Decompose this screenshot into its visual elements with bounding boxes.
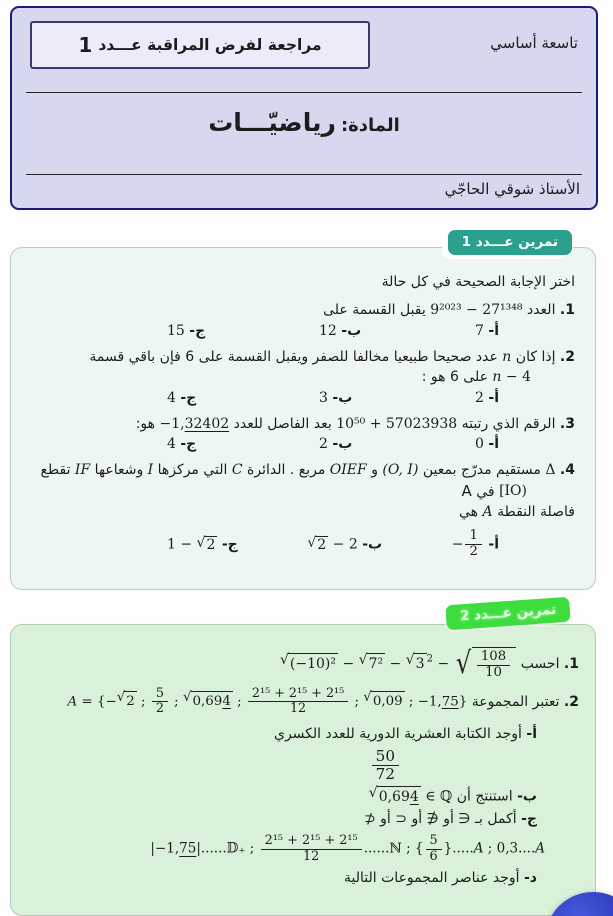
ex1-q4-line3: فاصلة النقطة A هي (459, 504, 575, 521)
sqrt-icon: √ (307, 534, 317, 551)
ex2-fill-line: |−1,75|......𝔻₊ ; $\frac{\text{2¹⁵ + 2¹⁵ + 2¹⁵}}{12}$ ......ℕ ; { $\frac{5}{6}$ }.....A ; 0,3....A (150, 833, 545, 864)
ex1-q1-options (167, 323, 499, 339)
ex1-q3-decimal: −1,32402 (159, 415, 230, 432)
ex1-q3: 3. الرقم الذي رتبته 10⁵⁰ + 57023938 بعد الفاصل للعدد −1,32402 هو: (23, 414, 575, 434)
ex2-item-a: أ- أوجد الكتابة العشرية الدورية للعدد الكسري (274, 726, 537, 743)
ex1-q4-line2: [IO) في A (23, 481, 527, 503)
ray-IO: [IO) (499, 483, 527, 500)
sqrt-icon: √ (116, 690, 126, 706)
sqrt-icon: √ (196, 534, 206, 551)
ex1-q2-options (167, 390, 499, 406)
ex1-q2-expression: n − 4 (492, 369, 531, 386)
title-box (30, 21, 370, 69)
ex2-item-b: ب- استنتج أن √ 0,694 ∈ ℚ (21, 786, 537, 807)
ex1-q1-expression: 9²⁰²³ − 27¹³⁴⁸ (430, 302, 523, 319)
subject-label: المادة: (340, 115, 400, 136)
exercise2-box (10, 624, 596, 916)
grade-level: تاسعة أساسي (490, 34, 578, 52)
ex1-q3-option-a: أ- 0 (475, 436, 499, 453)
exercise1-box (10, 247, 596, 590)
ex1-q2-line1: 2. إذا كان n عدد صحيحا طبيعيا مخالفا للصفر ويقبل القسمة على 6 فإن باقي قسمة (23, 347, 575, 367)
teacher-name: الأستاذ شوقي الحاجّي (444, 180, 580, 198)
subject-line (12, 108, 596, 137)
header-card (10, 6, 598, 210)
sqrt-icon: √ (358, 652, 368, 669)
ex2-q2: 2. تعتبر المجموعة A = {− √ 2 ; $\frac{5}{2}$ ; √ 0,694 ; $\frac{\text{2¹⁵ + 2¹⁵ + 2¹⁵}}{12}$ ; √ 0,09 ; −1,75} (67, 685, 579, 717)
exercise1-badge: تمرين عـــدد 1 (448, 230, 572, 255)
exercise2-badge: تمرين عـــدد 2 (445, 597, 571, 631)
ex1-q3-expression: 10⁵⁰ + 57023938 (336, 415, 458, 432)
ex1-q2-option-c: ج- 4 (167, 389, 197, 406)
ex1-q4-option-b: ب- √ 2 − 2 (307, 534, 383, 553)
ex1-q1-option-c: ج- 15 (167, 322, 206, 339)
sqrt-icon: √ (455, 646, 471, 682)
sqrt-icon: √ (182, 690, 192, 706)
ex2-item-c: ج- أكمل بـ ∈ أو ∉ أو ⊂ أو ⊄ (363, 810, 537, 827)
sqrt-icon: √ (280, 652, 289, 669)
title-number: 1 (78, 33, 93, 57)
subject-value: رياضيّـــات (208, 108, 336, 137)
set-A-definition: A = {− √ 2 ; $\frac{5}{2}$ ; √ 0,694 ; $\frac{\text{2¹⁵ + 2¹⁵ + 2¹⁵}}{12}$ ; √ 0,09 ; −1,75} (67, 685, 468, 717)
ex1-q3-options (167, 436, 499, 452)
ex1-q1 (23, 300, 575, 320)
ex1-q2-option-b: ب- 3 (319, 389, 353, 406)
ex1-q1-number: 1. (559, 302, 575, 319)
ex1-q1-option-b: ب- 12 (319, 322, 362, 339)
sqrt-icon: √ (363, 690, 372, 706)
sqrt-icon: √ (368, 784, 378, 801)
ex2-q1: 1. احسب √ (−10)² − √ 7² − √ 3 $^2$ − √ $\frac{108}{10}$ (280, 646, 579, 682)
ex1-q4-option-c: ج- 1 − √ 2 (167, 534, 238, 553)
point-A: A (461, 481, 472, 500)
header-divider-top (26, 92, 582, 93)
exercise1-intro: اختر الإجابة الصحيحة في كل حالة (381, 274, 575, 290)
delta-symbol: Δ (545, 462, 556, 479)
header-divider-bottom (26, 174, 582, 175)
ex1-q2-line2: n − 4 على 6 هو : (23, 367, 531, 387)
ex2-item-d: د- أوجد عناصر المجموعات التالية (344, 869, 537, 886)
ex1-q3-option-b: ب- 2 (319, 436, 353, 453)
ex2-q1-expression: √ (−10)² − √ 7² − √ 3 $^2$ − √ $\frac{108}{10}$ (280, 647, 516, 681)
ex1-q4-options (167, 529, 499, 560)
ex1-q2-option-a: أ- 2 (475, 389, 499, 406)
ex1-q3-option-c: ج- 4 (167, 436, 197, 453)
sqrt-0694-in-Q: √ 0,694 ∈ ℚ (369, 786, 452, 807)
var-n: n (502, 348, 512, 365)
ex1-q4-line1: 4. Δ مستقيم مدرّج بمعين (O, I) و OIEF مربع . الدائرة C التي مركزها I وشعاعها IF تقطع (23, 460, 575, 480)
title-text: مراجعة لفرض المراقبة عـــدد (98, 36, 322, 54)
ex1-q1-pre: العدد (526, 302, 556, 319)
double-struck-D: 𝔻₊ (226, 840, 246, 857)
ex1-q1-post: يقبل القسمة على (323, 302, 426, 319)
ex1-q4-option-a: أ- − $\frac{1}{2}$ (451, 527, 499, 559)
sqrt-icon: √ (405, 652, 415, 669)
ex1-q1-option-a: أ- 7 (475, 322, 499, 339)
fraction-50-72: $\frac{50}{72}$ (370, 748, 401, 783)
